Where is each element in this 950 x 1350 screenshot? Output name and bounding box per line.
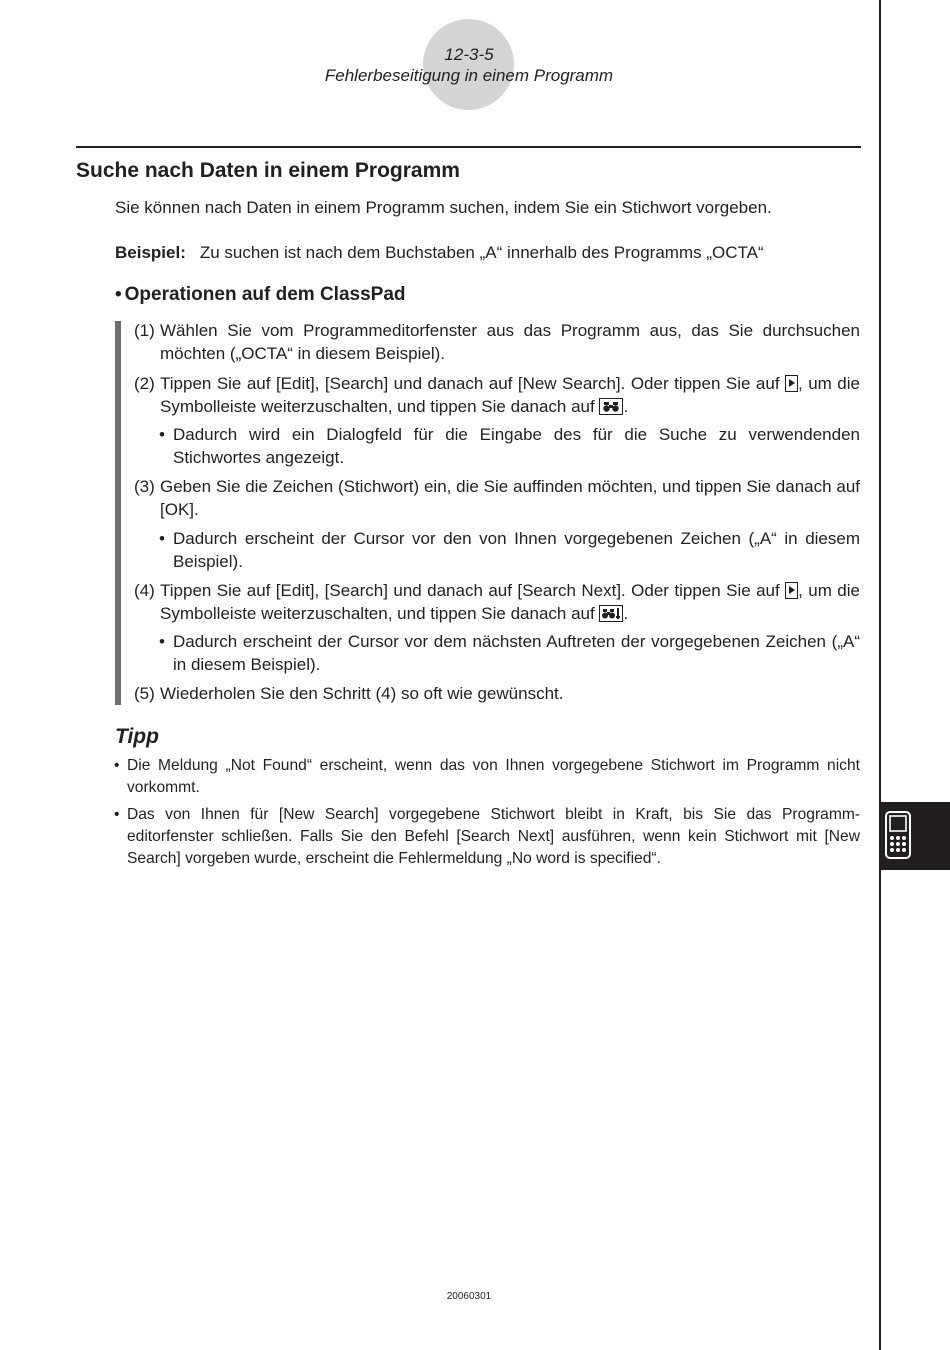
- binoculars-search-next-icon: [599, 605, 623, 622]
- step-number: (1): [134, 321, 155, 340]
- chapter-title: Fehlerbeseitigung in einem Programm: [324, 66, 614, 85]
- page-number: 12-3-5: [444, 45, 494, 64]
- step-text-part: , um die Symbolleiste weiterzuschalten, und tippen Sie danach auf: [160, 374, 860, 416]
- example-text: Zu suchen ist nach dem Buchstaben „A“ innerhalb des Programms „OCTA“: [199, 243, 764, 262]
- binoculars-search-icon: [599, 398, 623, 415]
- note-bullet: •: [159, 529, 165, 548]
- step-number: (2): [134, 374, 155, 393]
- tip-text: Das von Ihnen für [New Search] vorgegebene Stichwort bleibt in Kraft, bis Sie das Programm-editorfenster schließen. Falls Sie den Befehl [Search Next] ausführen, wenn kein Stichwort mit [New Search] vorgeben wurde, erscheint die Fehlermeldung „No word is specified“.: [127, 806, 860, 867]
- classpad-calculator-icon: [885, 811, 911, 859]
- step-number: (4): [134, 581, 155, 600]
- example-line: [115, 242, 764, 264]
- operations-heading: [115, 283, 406, 307]
- tip-bullet: •: [114, 757, 120, 774]
- note-bullet: •: [159, 425, 165, 444]
- chapter-side-tab: [881, 802, 950, 870]
- tip-bullet: •: [114, 806, 120, 823]
- note-bullet: •: [159, 632, 165, 651]
- tipp-heading: Tipp: [115, 725, 159, 748]
- toolbar-next-arrow-icon: [785, 582, 798, 599]
- example-label: Beispiel:: [115, 243, 186, 262]
- step-text-part: , um die Symbolleiste weiterzuschalten, und tippen Sie danach auf: [160, 581, 860, 623]
- step-text-part: .: [623, 397, 629, 416]
- step-text: [160, 372, 860, 418]
- section-title: Suche nach Daten in einem Programm: [76, 159, 460, 182]
- section-divider: [76, 146, 861, 148]
- step-5: [134, 682, 860, 705]
- step-text: Wiederholen Sie den Schritt (4) so oft wie gewünscht.: [160, 684, 564, 703]
- step-3: [134, 475, 860, 521]
- step-text-part: Tippen Sie auf [Edit], [Search] und danach auf [Search Next]. Oder tippen Sie auf: [160, 581, 786, 600]
- toolbar-next-arrow-icon: [785, 375, 798, 392]
- heading-bullet: •: [115, 284, 122, 305]
- tip-item-1: [114, 755, 860, 799]
- note-text: Dadurch erscheint der Cursor vor dem nächsten Auftreten der vorgegebenen Zeichen („A“ in diesem Beispiel).: [173, 632, 860, 674]
- operations-side-bar: [115, 321, 121, 705]
- right-margin-rule: [879, 0, 881, 1350]
- footer-code: 20060301: [446, 1291, 492, 1302]
- step-text-part: Tippen Sie auf [Edit], [Search] und danach auf [New Search]. Oder tippen Sie auf: [160, 374, 786, 393]
- step-2: [134, 372, 860, 418]
- step-4-note: [159, 630, 860, 676]
- step-text: [160, 579, 860, 625]
- step-text: Wählen Sie vom Programmeditorfenster aus das Programm aus, das Sie durchsuchen möchten („OCTA“ in diesem Beispiel).: [160, 321, 860, 363]
- step-text: Geben Sie die Zeichen (Stichwort) ein, die Sie auffinden möchten, und tippen Sie danach auf [OK].: [160, 477, 860, 519]
- step-text-part: .: [623, 604, 629, 623]
- operations-heading-text: Operationen auf dem ClassPad: [124, 284, 406, 305]
- step-number: (3): [134, 477, 155, 496]
- note-text: Dadurch wird ein Dialogfeld für die Eingabe des für die Suche zu verwendenden Stichwortes angezeigt.: [173, 425, 860, 467]
- step-1: [134, 319, 860, 365]
- tip-item-2: [114, 804, 860, 870]
- tip-text: Die Meldung „Not Found“ erscheint, wenn das von Ihnen vorgegebene Stichwort im Programm nicht vorkommt.: [127, 757, 860, 796]
- step-2-note: [159, 423, 860, 469]
- step-3-note: [159, 527, 860, 573]
- step-4: [134, 579, 860, 625]
- step-number: (5): [134, 684, 155, 703]
- note-text: Dadurch erscheint der Cursor vor den von Ihnen vorgegebenen Zeichen („A“ in diesem Beispiel).: [173, 529, 860, 571]
- intro-text: Sie können nach Daten in einem Programm suchen, indem Sie ein Stichwort vorgeben.: [115, 198, 772, 217]
